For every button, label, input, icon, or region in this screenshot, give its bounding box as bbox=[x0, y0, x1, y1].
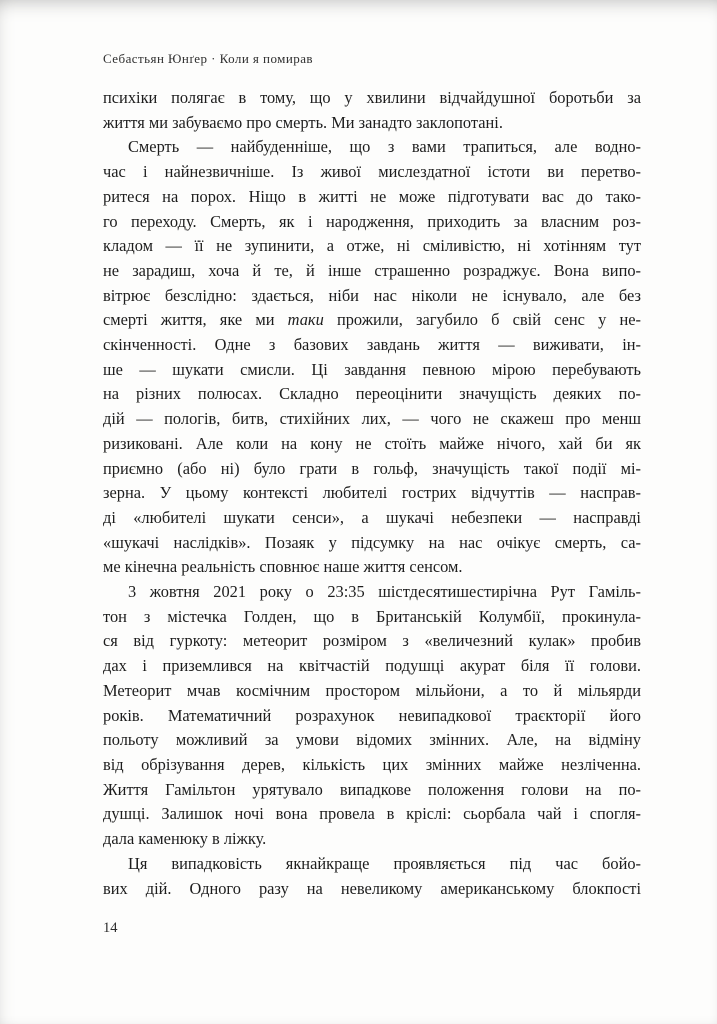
text-line: тон з містечка Голден, що в Британській Колумбії, прокинула- bbox=[103, 606, 641, 626]
text-line: вітрює безслідно: здається, ніби нас ніколи не існувало, але без bbox=[103, 285, 641, 305]
text-line: ме кінечна реальність сповнює наше життя сенсом. bbox=[103, 557, 463, 577]
text-line: Метеорит мчав космічним простором мільйони, а то й мільярди bbox=[103, 680, 641, 700]
text-line: Життя Гамільтон урятувало випадкове положення голови на по- bbox=[103, 779, 641, 799]
text-line: вих дій. Одного разу на невеликому американському блокпості bbox=[103, 878, 641, 898]
text-line: 3 жовтня 2021 року о 23:35 шістдесятишестирічна Рут Гаміль- bbox=[128, 582, 641, 602]
paragraph bbox=[103, 86, 641, 135]
text-line: психіки полягає в тому, що у хвилини відчайдушної боротьби за bbox=[103, 88, 641, 107]
text-line: від обрізування дерев, кількість цих змінних майже незліченна. bbox=[103, 754, 641, 774]
text-line: життя ми забуваємо про смерть. Ми занадто заклопотані. bbox=[103, 112, 503, 132]
paragraph bbox=[103, 852, 641, 901]
text-line: кладом — її не зупинити, а отже, ні сміливістю, ні хотінням тут bbox=[103, 236, 641, 256]
text-line: приємно (або ні) було грати в гольф, значущість такої події мі- bbox=[103, 458, 641, 478]
text-line: польоту можливий за умови відомих змінних. Але, на відміну bbox=[103, 730, 641, 750]
text-line: ризиковані. Але коли на кону не стоїть майже нічого, хай би як bbox=[103, 433, 641, 453]
text-line: скінченності. Одне з базових завдань життя — виживати, ін- bbox=[103, 335, 641, 355]
text-line: дала каменюку в ліжку. bbox=[103, 829, 267, 849]
text-line: Смерть — найбуденніше, що з вами трапиться, але водно- bbox=[128, 137, 641, 157]
text-line: на різних полюсах. Складно переоцінити значущість деяких по- bbox=[103, 384, 641, 404]
text-line: ся від гуркоту: метеорит розміром з «величезний кулак» пробив bbox=[103, 631, 641, 651]
page-number: 14 bbox=[103, 920, 118, 936]
text-line: ритеся на порох. Ніщо в житті не може підготувати вас до тако- bbox=[103, 186, 641, 206]
text-line: го переходу. Смерть, як і народження, приходить за власним роз- bbox=[103, 211, 641, 231]
text-line: не зарадиш, хоча й те, й інше страшенно розраджує. Вона випо- bbox=[103, 260, 641, 280]
paragraph bbox=[103, 580, 641, 852]
text-line: ше — шукати смисли. Ці завдання певною мірою перебувають bbox=[103, 359, 641, 379]
text-line: «шукачі наслідків». Позаяк у підсумку на нас очікує смерть, са- bbox=[103, 532, 641, 552]
text-line: дах і приземлився на квітчастій подушці акурат біля її голови. bbox=[103, 656, 641, 676]
text-line: душці. Залишок ночі вона провела в кріслі: сьорбала чай і спогля- bbox=[103, 804, 641, 824]
paragraph bbox=[103, 135, 641, 580]
text-line: Ця випадковість якнайкраще проявляється під час бойо- bbox=[128, 853, 641, 873]
text-line: смерті життя, яке ми таки прожили, загубило б свій сенс у не- bbox=[103, 310, 641, 330]
text-line: років. Математичний розрахунок невипадкової траєкторії його bbox=[103, 705, 641, 725]
text-line: дій — пологів, битв, стихійних лих, — чого не скажеш про менш bbox=[103, 409, 641, 429]
text-line: час і найнезвичніше. Із живої мислездатної істоти ви перетво- bbox=[103, 162, 641, 182]
text-block bbox=[103, 86, 641, 901]
running-header: Себастьян Юнґер · Коли я помирав bbox=[103, 51, 314, 66]
text-line: ді «любителі шукати сенси», а шукачі небезпеки — насправді bbox=[103, 507, 641, 527]
text-line: зерна. У цьому контексті любителі гострих відчуттів — насправ- bbox=[103, 483, 641, 503]
